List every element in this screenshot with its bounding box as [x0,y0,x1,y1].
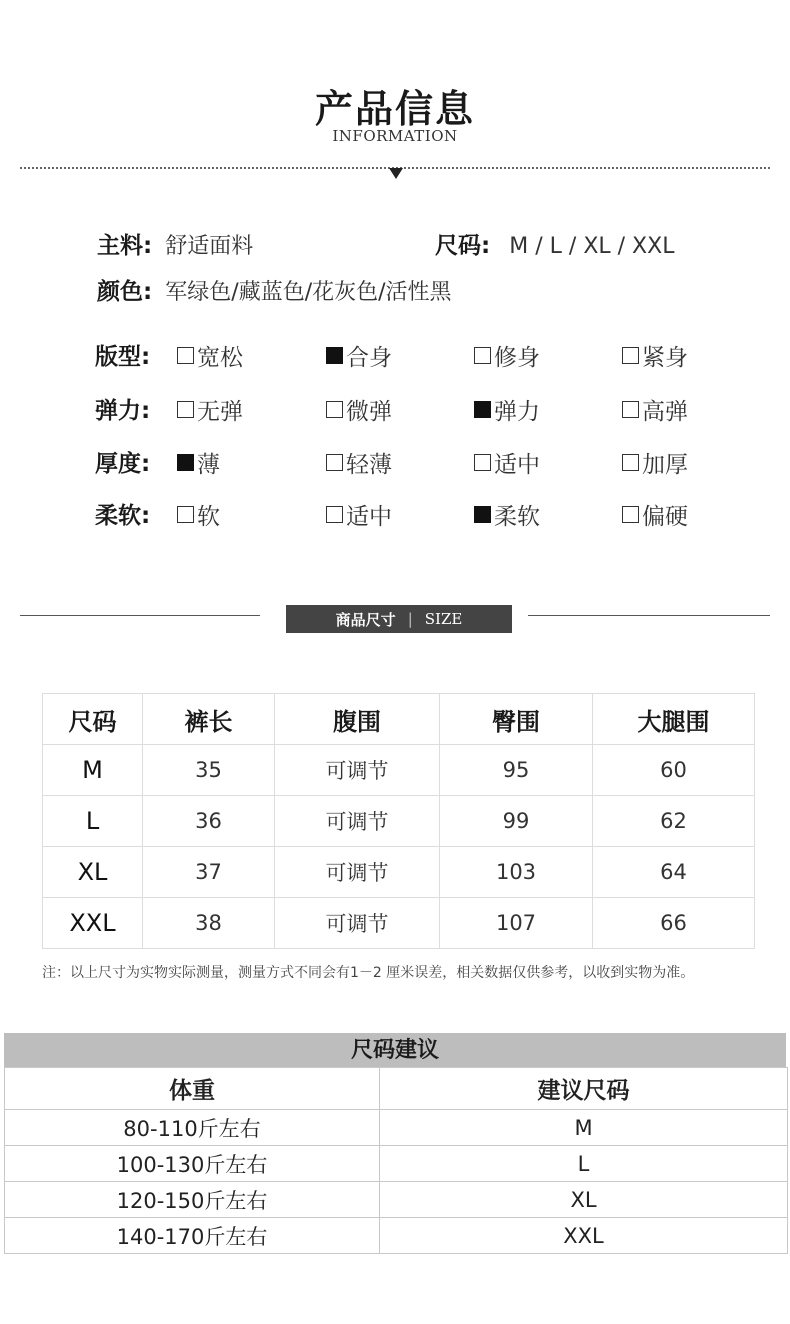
table-cell: 80-110斤左右 [5,1110,380,1146]
material-value: 舒适面料 [165,234,254,259]
table-cell: L [43,796,143,847]
attr-option [622,393,688,426]
attr-option-label: 弹力 [494,399,540,425]
checkbox-empty-icon [326,401,343,418]
attr-option-label: 紧身 [642,345,688,371]
checkbox-empty-icon [177,347,194,364]
checkbox-empty-icon [177,506,194,523]
attr-option [326,446,392,479]
attr-option [177,339,243,372]
table-cell: 可调节 [275,847,440,898]
table-cell: XL [43,847,143,898]
table-row [5,1218,788,1254]
attr-option-label: 适中 [494,452,540,478]
size-section-separator: | [407,610,413,628]
table-cell: M [43,745,143,796]
table-cell: M [380,1110,788,1146]
recommendation-table [4,1067,788,1254]
table-cell: 60 [593,745,755,796]
attr-option-label: 合身 [346,345,392,371]
attr-row-fit [95,338,150,371]
table-cell: XL [380,1182,788,1218]
size-value: M / L / XL / XXL [509,234,675,259]
size-section-header [286,605,512,633]
attr-option-label: 微弹 [346,399,392,425]
attr-row-softness [95,497,150,530]
table-header-cell: 臀围 [440,694,593,745]
table-cell: 64 [593,847,755,898]
page-subtitle: INFORMATION [332,127,458,145]
recommendation-title: 尺码建议 [4,1033,786,1067]
table-row [43,898,755,949]
size-section-title-en: SIZE [424,610,463,628]
checkbox-empty-icon [622,401,639,418]
checkbox-empty-icon [622,454,639,471]
checkbox-empty-icon [326,454,343,471]
attr-option [622,339,688,372]
attr-option-label: 加厚 [642,452,688,478]
table-header-cell: 尺码 [43,694,143,745]
attr-option [622,498,688,531]
attr-option [177,498,220,531]
divider-right [528,615,770,616]
attr-option-label: 软 [197,504,220,530]
color-label: 颜色: [97,279,153,305]
table-cell: 99 [440,796,593,847]
attr-row-elasticity [95,392,150,425]
attr-option-label: 高弹 [642,399,688,425]
attr-option [326,498,392,531]
table-cell: 可调节 [275,796,440,847]
checkbox-empty-icon [474,347,491,364]
table-header-row [43,694,755,745]
attr-option [326,393,392,426]
checkbox-checked-icon [177,454,194,471]
table-cell: 35 [143,745,275,796]
attr-label: 弹力: [95,398,151,424]
table-row [43,745,755,796]
size-table [42,693,755,949]
page-title: 产品信息 [314,87,475,131]
table-cell: 62 [593,796,755,847]
triangle-down-icon [389,168,403,179]
attr-option-label: 无弹 [197,399,243,425]
table-header-cell: 大腿围 [593,694,755,745]
table-cell: 95 [440,745,593,796]
table-cell: 可调节 [275,745,440,796]
attr-option-label: 修身 [494,345,540,371]
attr-row-thickness [95,445,150,478]
table-row [43,796,755,847]
checkbox-checked-icon [326,347,343,364]
color-value: 军绿色/藏蓝色/花灰色/活性黑 [165,280,452,305]
checkbox-empty-icon [474,454,491,471]
attr-label: 版型: [95,344,151,370]
table-cell: 可调节 [275,898,440,949]
table-cell: 107 [440,898,593,949]
table-header-cell: 体重 [5,1068,380,1110]
attr-label: 厚度: [95,451,151,477]
table-cell: 66 [593,898,755,949]
size-row [435,227,674,260]
attr-label: 柔软: [95,503,151,529]
divider-left [20,615,260,616]
measurement-note: 注：以上尺寸为实物实际测量，测量方式不同会有1－2 厘米误差，相关数据仅供参考，以收到实物为准。 [42,965,695,981]
attr-option [622,446,688,479]
material-row [97,227,253,260]
table-row [5,1146,788,1182]
attr-option-label: 薄 [197,452,220,478]
table-header-cell: 腹围 [275,694,440,745]
table-cell: XXL [43,898,143,949]
table-cell: 36 [143,796,275,847]
checkbox-checked-icon [474,506,491,523]
table-cell: XXL [380,1218,788,1254]
table-cell: 103 [440,847,593,898]
table-header-cell: 裤长 [143,694,275,745]
size-label: 尺码: [435,233,491,259]
table-cell: 120-150斤左右 [5,1182,380,1218]
table-cell: L [380,1146,788,1182]
color-row [97,273,452,306]
attr-option [474,393,540,426]
table-row [5,1182,788,1218]
attr-option-label: 柔软 [494,504,540,530]
size-section-title-cn: 商品尺寸 [335,610,396,629]
table-cell: 140-170斤左右 [5,1218,380,1254]
checkbox-empty-icon [177,401,194,418]
attr-option [474,446,540,479]
attr-option [474,339,540,372]
table-cell: 100-130斤左右 [5,1146,380,1182]
table-header-cell: 建议尺码 [380,1068,788,1110]
attr-option [474,498,540,531]
attr-option [177,393,243,426]
attr-option [177,446,220,479]
checkbox-checked-icon [474,401,491,418]
checkbox-empty-icon [326,506,343,523]
checkbox-empty-icon [622,506,639,523]
attr-option-label: 偏硬 [642,504,688,530]
attr-option-label: 轻薄 [346,452,392,478]
table-header-row [5,1068,788,1110]
checkbox-empty-icon [622,347,639,364]
table-row [43,847,755,898]
table-cell: 38 [143,898,275,949]
table-row [5,1110,788,1146]
material-label: 主料: [97,233,153,259]
attr-option-label: 宽松 [197,345,243,371]
attr-option [326,339,392,372]
table-cell: 37 [143,847,275,898]
attr-option-label: 适中 [346,504,392,530]
